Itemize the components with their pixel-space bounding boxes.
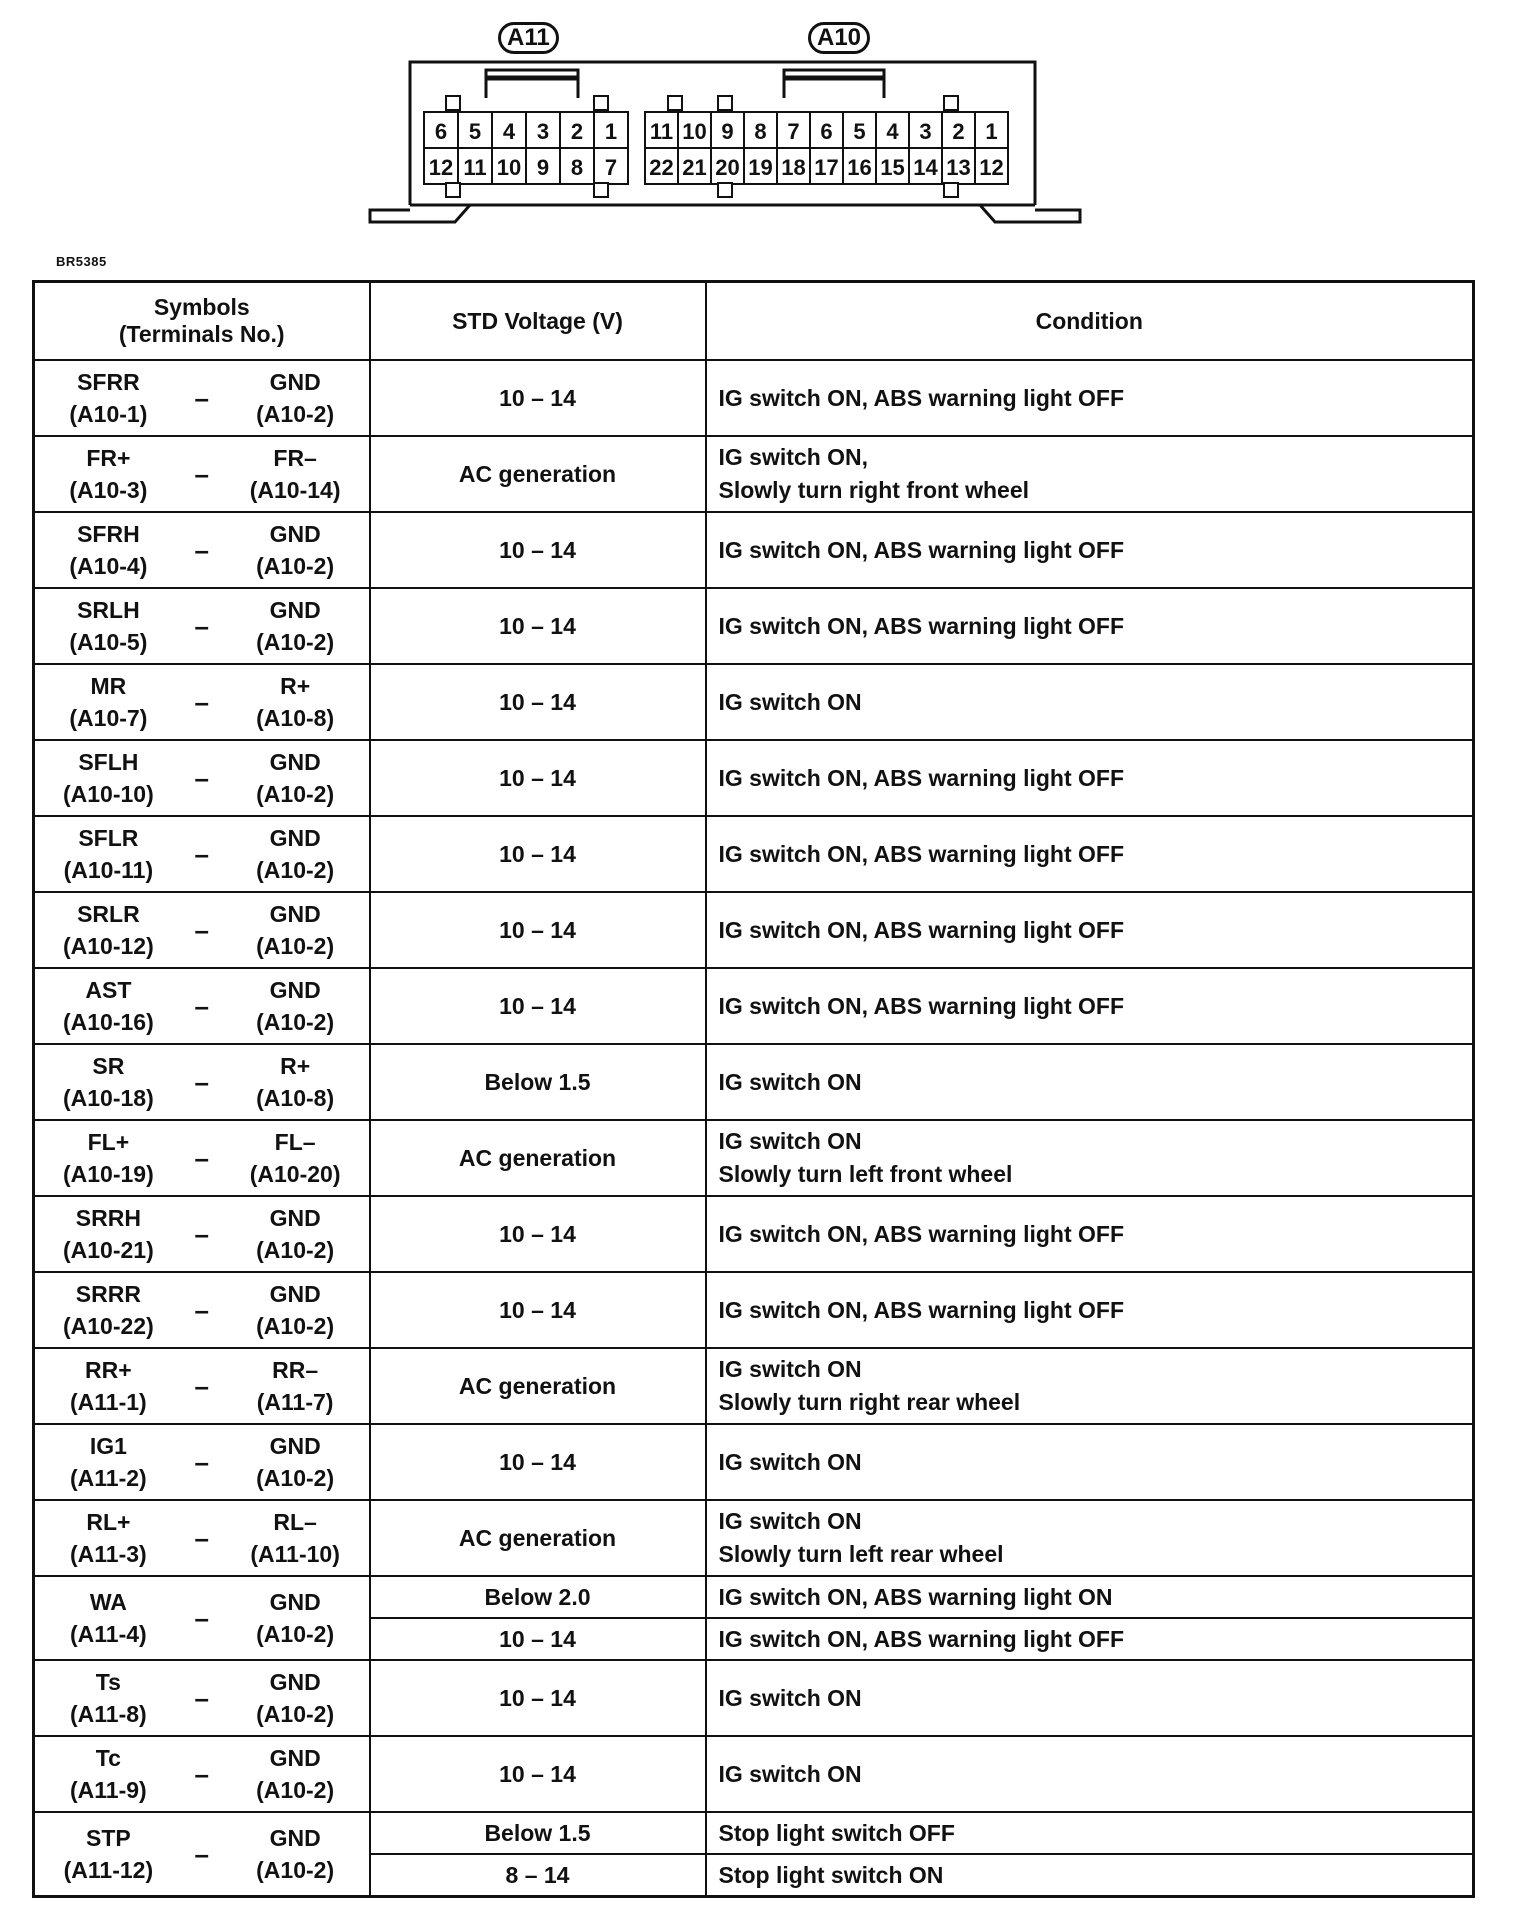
terminal-a	[35, 1506, 182, 1570]
condition-line: IG switch ON	[718, 1508, 862, 1534]
std-voltage-cell: 10 – 14	[370, 664, 706, 740]
std-voltage-cell: 10 – 14	[370, 360, 706, 436]
terminal-b	[222, 366, 369, 430]
condition-line: IG switch ON, ABS warning light OFF	[718, 384, 1124, 411]
terminal-b-number: (A10-20)	[249, 1161, 341, 1187]
terminal-b	[222, 1278, 369, 1342]
std-voltage-cell: 10 – 14	[370, 588, 706, 664]
terminal-a-number: (A10-5)	[69, 629, 148, 655]
terminal-a-number: (A11-4)	[70, 1621, 147, 1647]
condition-cell	[706, 892, 1474, 968]
dash-separator: –	[194, 1838, 209, 1869]
a10-pin-number: 7	[787, 119, 800, 144]
condition-line: IG switch ON	[718, 1760, 862, 1787]
a10-pin-number: 11	[649, 119, 674, 144]
std-voltage-cell: Below 2.0	[370, 1576, 706, 1618]
a11-pin-number: 7	[604, 155, 618, 180]
condition-cell	[706, 968, 1474, 1044]
std-voltage-cell: AC generation	[370, 1500, 706, 1576]
terminal-b	[222, 822, 369, 886]
symbol-cell	[34, 588, 370, 664]
table-row	[34, 892, 1474, 968]
a10-pin-number: 2	[952, 119, 965, 144]
condition-line: IG switch ON, ABS warning light OFF	[718, 612, 1124, 639]
std-voltage-cell: 10 – 14	[370, 1618, 706, 1660]
condition-cell	[706, 1500, 1474, 1576]
connector-label-a10: A10	[808, 22, 870, 54]
dash-separator: –	[194, 990, 209, 1021]
condition-cell	[706, 740, 1474, 816]
terminal-a-number: (A10-3)	[69, 477, 148, 503]
terminal-a-symbol: SRLH	[77, 597, 140, 623]
condition-line: IG switch ON	[718, 1068, 862, 1095]
terminal-a-symbol: SFLH	[78, 749, 139, 775]
std-voltage-cell: 10 – 14	[370, 512, 706, 588]
a10-pin-number: 13	[946, 155, 971, 180]
terminal-a-symbol: STP	[86, 1825, 131, 1851]
std-voltage-cell: AC generation	[370, 1120, 706, 1196]
terminal-b-symbol: GND	[269, 1669, 321, 1695]
terminal-a	[35, 898, 182, 962]
terminal-a	[35, 1742, 182, 1806]
connector-key-bump	[718, 183, 732, 197]
a11-pin-number: 3	[536, 119, 550, 144]
terminal-a	[35, 974, 182, 1038]
terminal-a-symbol: RR+	[85, 1357, 132, 1383]
figure-reference-code: BR5385	[56, 254, 107, 269]
terminal-b-symbol: FL–	[274, 1129, 316, 1155]
condition-line: IG switch ON, ABS warning light OFF	[718, 764, 1124, 791]
connector-label-a11: A11	[498, 22, 559, 54]
terminal-a-symbol: SRLR	[77, 901, 140, 927]
terminal-b	[222, 1822, 369, 1886]
a10-pin-number: 18	[781, 155, 806, 180]
a10-pin-number: 21	[682, 155, 707, 180]
terminal-b	[222, 1430, 369, 1494]
condition-line: IG switch ON	[718, 1684, 862, 1711]
terminal-b	[222, 746, 369, 810]
terminal-a-number: (A11-8)	[70, 1701, 147, 1727]
symbol-cell	[34, 740, 370, 816]
dash-separator: –	[194, 1218, 209, 1249]
symbol-cell	[34, 1196, 370, 1272]
terminal-b-number: (A10-2)	[256, 781, 335, 807]
terminal-a	[35, 1586, 182, 1650]
dash-separator: –	[194, 458, 209, 489]
terminal-a-symbol: IG1	[89, 1433, 127, 1459]
terminal-b-number: (A10-8)	[256, 705, 335, 731]
terminal-b	[222, 518, 369, 582]
condition-cell	[706, 1196, 1474, 1272]
condition-cell	[706, 1424, 1474, 1500]
std-voltage-cell: 10 – 14	[370, 892, 706, 968]
connector-key-bump	[594, 96, 608, 110]
terminal-a	[35, 1126, 182, 1190]
table-row	[34, 968, 1474, 1044]
terminal-a	[35, 670, 182, 734]
terminal-a-symbol: FR+	[86, 445, 131, 471]
terminal-b-number: (A10-2)	[256, 857, 335, 883]
terminal-b-number: (A10-2)	[256, 1701, 335, 1727]
terminal-a-number: (A11-9)	[70, 1777, 147, 1803]
terminal-b-number: (A10-2)	[256, 933, 335, 959]
symbol-cell	[34, 1044, 370, 1120]
condition-line: IG switch ON, ABS warning light OFF	[718, 916, 1124, 943]
a10-pin-number: 8	[754, 119, 767, 144]
std-voltage-cell: 10 – 14	[370, 816, 706, 892]
terminal-b-number: (A10-14)	[249, 477, 341, 503]
condition-line: IG switch ON	[718, 1356, 862, 1382]
a11-pin-number: 2	[570, 119, 584, 144]
table-row	[34, 1272, 1474, 1348]
dash-separator: –	[194, 762, 209, 793]
connector-key-bump	[668, 96, 682, 110]
table-row	[34, 740, 1474, 816]
terminal-b-number: (A10-8)	[256, 1085, 335, 1111]
header-symbols: Symbols (Terminals No.)	[34, 282, 370, 361]
a11-pin-number: 6	[434, 119, 448, 144]
a10-pin-number: 6	[820, 119, 833, 144]
terminal-b-number: (A10-2)	[256, 1465, 335, 1491]
a10-pin-number: 14	[913, 155, 938, 180]
a10-pin-number: 17	[814, 155, 839, 180]
a11-pin-number: 1	[604, 119, 618, 144]
terminal-b-symbol: GND	[269, 1825, 321, 1851]
condition-cell	[706, 360, 1474, 436]
symbol-cell	[34, 816, 370, 892]
a10-pin-number: 3	[919, 119, 932, 144]
terminal-b	[222, 898, 369, 962]
connector-key-bump	[446, 96, 460, 110]
dash-separator: –	[194, 1294, 209, 1325]
terminal-a-number: (A10-18)	[62, 1085, 154, 1111]
terminal-a-symbol: SFLR	[78, 825, 139, 851]
std-voltage-cell: 10 – 14	[370, 1272, 706, 1348]
dash-separator: –	[194, 1142, 209, 1173]
symbol-cell	[34, 968, 370, 1044]
a11-pin-number: 11	[463, 155, 487, 180]
condition-cell	[706, 1660, 1474, 1736]
terminal-a	[35, 822, 182, 886]
terminal-b-symbol: R+	[280, 1053, 311, 1079]
terminal-b	[222, 594, 369, 658]
terminal-b	[222, 1586, 369, 1650]
condition-cell	[706, 1044, 1474, 1120]
symbol-cell	[34, 664, 370, 740]
connector-diagram	[0, 0, 1536, 260]
table-row	[34, 1736, 1474, 1812]
dash-separator: –	[194, 382, 209, 413]
symbol-cell	[34, 1660, 370, 1736]
std-voltage-cell: 10 – 14	[370, 1424, 706, 1500]
terminal-a-number: (A10-7)	[69, 705, 148, 731]
std-voltage-cell: 8 – 14	[370, 1854, 706, 1897]
terminal-b	[222, 1202, 369, 1266]
connector-key-bump	[944, 183, 958, 197]
terminal-b-number: (A10-2)	[256, 1857, 335, 1883]
terminal-a	[35, 1430, 182, 1494]
condition-cell	[706, 512, 1474, 588]
std-voltage-cell: Below 1.5	[370, 1812, 706, 1854]
symbol-cell	[34, 1812, 370, 1897]
connector-outline	[0, 0, 1536, 260]
dash-separator: –	[194, 1066, 209, 1097]
terminal-b-number: (A10-2)	[256, 629, 335, 655]
terminal-a	[35, 442, 182, 506]
symbol-cell	[34, 360, 370, 436]
terminal-a-symbol: Tc	[95, 1745, 121, 1771]
a10-pin-number: 9	[721, 119, 734, 144]
table-row	[34, 816, 1474, 892]
header-condition: Condition	[706, 282, 1474, 361]
terminal-b	[222, 1506, 369, 1570]
terminal-b-number: (A10-2)	[256, 401, 335, 427]
dash-separator: –	[194, 534, 209, 565]
table-row	[34, 1812, 1474, 1854]
a10-pin-number: 12	[979, 155, 1004, 180]
terminal-a	[35, 1666, 182, 1730]
condition-line: Slowly turn left front wheel	[718, 1161, 1013, 1187]
terminal-a-symbol: WA	[89, 1589, 127, 1615]
condition-cell	[706, 664, 1474, 740]
a10-pin-number: 19	[748, 155, 773, 180]
symbol-cell	[34, 1736, 370, 1812]
terminal-voltage-table	[32, 280, 1475, 1898]
table-row	[34, 360, 1474, 436]
symbol-cell	[34, 1348, 370, 1424]
terminal-a	[35, 1050, 182, 1114]
terminal-a-number: (A10-16)	[62, 1009, 154, 1035]
condition-line: IG switch ON, ABS warning light OFF	[718, 840, 1124, 867]
terminal-a	[35, 1202, 182, 1266]
condition-cell	[706, 1348, 1474, 1424]
condition-cell	[706, 436, 1474, 512]
terminal-a	[35, 746, 182, 810]
dash-separator: –	[194, 914, 209, 945]
a10-pin-number: 20	[715, 155, 740, 180]
dash-separator: –	[194, 1522, 209, 1553]
connector-key-bump	[446, 183, 460, 197]
terminal-b-symbol: R+	[280, 673, 311, 699]
terminal-b	[222, 670, 369, 734]
terminal-b-number: (A10-2)	[256, 1777, 335, 1803]
dash-separator: –	[194, 838, 209, 869]
symbol-cell	[34, 1424, 370, 1500]
symbol-cell	[34, 512, 370, 588]
terminal-b	[222, 1666, 369, 1730]
condition-cell	[706, 1120, 1474, 1196]
terminal-a-number: (A10-10)	[62, 781, 154, 807]
terminal-a	[35, 1822, 182, 1886]
std-voltage-cell: 10 – 14	[370, 740, 706, 816]
terminal-a-symbol: SRRH	[75, 1205, 141, 1231]
terminal-a-symbol: SR	[92, 1053, 125, 1079]
condition-line: IG switch ON	[718, 1128, 862, 1154]
symbol-cell	[34, 1500, 370, 1576]
std-voltage-cell: Below 1.5	[370, 1044, 706, 1120]
terminal-a	[35, 594, 182, 658]
a11-pin-number: 12	[428, 155, 454, 180]
terminal-b-symbol: RR–	[272, 1357, 319, 1383]
terminal-a-number: (A10-4)	[69, 553, 148, 579]
terminal-b-symbol: GND	[269, 1433, 321, 1459]
condition-cell	[706, 1272, 1474, 1348]
terminal-a-number: (A10-19)	[62, 1161, 154, 1187]
condition-cell: Stop light switch ON	[706, 1854, 1474, 1897]
connector-key-bump	[718, 96, 732, 110]
terminal-a-number: (A11-12)	[63, 1857, 154, 1883]
table-row	[34, 1120, 1474, 1196]
condition-line: IG switch ON, ABS warning light OFF	[718, 992, 1124, 1019]
terminal-b	[222, 974, 369, 1038]
condition-cell: IG switch ON, ABS warning light ON	[706, 1576, 1474, 1618]
a10-pin-number: 10	[682, 119, 707, 144]
terminal-a-symbol: MR	[90, 673, 127, 699]
terminal-a-number: (A10-22)	[62, 1313, 154, 1339]
table-row	[34, 1044, 1474, 1120]
dash-separator: –	[194, 1446, 209, 1477]
table-row	[34, 1348, 1474, 1424]
symbol-cell	[34, 1576, 370, 1660]
terminal-b	[222, 442, 369, 506]
condition-line: Slowly turn right rear wheel	[718, 1389, 1021, 1415]
terminal-a	[35, 366, 182, 430]
terminal-a-symbol: AST	[85, 977, 132, 1003]
terminal-b-number: (A10-2)	[256, 1621, 335, 1647]
condition-cell: Stop light switch OFF	[706, 1812, 1474, 1854]
condition-line: Slowly turn left rear wheel	[718, 1541, 1004, 1567]
std-voltage-cell: 10 – 14	[370, 1196, 706, 1272]
terminal-b-symbol: GND	[269, 825, 321, 851]
a10-pin-number: 16	[847, 155, 872, 180]
condition-cell	[706, 588, 1474, 664]
symbol-cell	[34, 1120, 370, 1196]
terminal-a-number: (A10-12)	[62, 933, 154, 959]
dash-separator: –	[194, 1758, 209, 1789]
terminal-b-symbol: GND	[269, 977, 321, 1003]
symbol-cell	[34, 436, 370, 512]
terminal-a-number: (A11-1)	[70, 1389, 147, 1415]
terminal-b-symbol: GND	[269, 749, 321, 775]
table-row	[34, 1424, 1474, 1500]
terminal-b-symbol: GND	[269, 1589, 321, 1615]
dash-separator: –	[194, 610, 209, 641]
a10-pin-number: 5	[853, 119, 866, 144]
terminal-a-number: (A11-2)	[70, 1465, 147, 1491]
connector-key-bump	[944, 96, 958, 110]
a10-pin-number: 22	[649, 155, 674, 180]
terminal-b-symbol: GND	[269, 597, 321, 623]
table-row	[34, 588, 1474, 664]
terminal-b	[222, 1354, 369, 1418]
condition-line: IG switch ON, ABS warning light OFF	[718, 536, 1124, 563]
condition-cell: IG switch ON, ABS warning light OFF	[706, 1618, 1474, 1660]
terminal-b-number: (A10-2)	[256, 1009, 335, 1035]
table-row	[34, 436, 1474, 512]
a10-pin-number: 4	[886, 119, 899, 144]
terminal-a-symbol: SFRH	[77, 521, 140, 547]
terminal-b-number: (A11-10)	[250, 1541, 340, 1567]
a11-pin-number: 10	[496, 155, 522, 180]
condition-line: IG switch ON, ABS warning light OFF	[718, 1220, 1124, 1247]
terminal-a-symbol: FL+	[87, 1129, 130, 1155]
a11-pin-number: 8	[570, 155, 584, 180]
condition-line: IG switch ON	[718, 1448, 862, 1475]
terminal-b	[222, 1126, 369, 1190]
terminal-a-symbol: SFRR	[77, 369, 140, 395]
terminal-b-number: (A10-2)	[256, 1237, 335, 1263]
dash-separator: –	[194, 1602, 209, 1633]
dash-separator: –	[194, 686, 209, 717]
terminal-a-number: (A10-1)	[69, 401, 148, 427]
a11-pin-number: 9	[536, 155, 550, 180]
std-voltage-cell: AC generation	[370, 1348, 706, 1424]
terminal-b-symbol: RL–	[273, 1509, 317, 1535]
table-row	[34, 1576, 1474, 1618]
condition-line: IG switch ON,	[718, 444, 869, 470]
table-row	[34, 664, 1474, 740]
a11-pin-number: 4	[502, 119, 516, 144]
terminal-a	[35, 1278, 182, 1342]
a11-pin-number: 5	[468, 119, 482, 144]
terminal-b	[222, 1050, 369, 1114]
terminal-b-symbol: GND	[269, 521, 321, 547]
terminal-a	[35, 518, 182, 582]
dash-separator: –	[194, 1682, 209, 1713]
terminal-b-symbol: GND	[269, 369, 321, 395]
terminal-a-symbol: SRRR	[75, 1281, 141, 1307]
a10-pin-number: 1	[985, 119, 998, 144]
condition-cell	[706, 816, 1474, 892]
terminal-b-symbol: GND	[269, 901, 321, 927]
condition-line: Slowly turn right front wheel	[718, 477, 1029, 503]
a10-pin-number: 15	[880, 155, 905, 180]
condition-line: IG switch ON, ABS warning light OFF	[718, 1296, 1124, 1323]
terminal-b-symbol: GND	[269, 1745, 321, 1771]
terminal-b-number: (A10-2)	[256, 1313, 335, 1339]
terminal-a	[35, 1354, 182, 1418]
std-voltage-cell: 10 – 14	[370, 1736, 706, 1812]
terminal-a-symbol: Ts	[95, 1669, 121, 1695]
terminal-a-number: (A10-21)	[62, 1237, 154, 1263]
table-header-row	[34, 282, 1474, 361]
terminal-a-symbol: RL+	[86, 1509, 131, 1535]
terminal-a-number: (A11-3)	[70, 1541, 147, 1567]
symbol-cell	[34, 1272, 370, 1348]
header-std-voltage: STD Voltage (V)	[370, 282, 706, 361]
condition-line: IG switch ON	[718, 688, 862, 715]
table-row	[34, 1660, 1474, 1736]
terminal-b-number: (A10-2)	[256, 553, 335, 579]
condition-cell	[706, 1736, 1474, 1812]
terminal-b-symbol: GND	[269, 1281, 321, 1307]
table-row	[34, 512, 1474, 588]
std-voltage-cell: 10 – 14	[370, 968, 706, 1044]
table-row	[34, 1196, 1474, 1272]
std-voltage-cell: 10 – 14	[370, 1660, 706, 1736]
connector-key-bump	[594, 183, 608, 197]
std-voltage-cell: AC generation	[370, 436, 706, 512]
terminal-b	[222, 1742, 369, 1806]
symbol-cell	[34, 892, 370, 968]
terminal-b-symbol: GND	[269, 1205, 321, 1231]
terminal-b-number: (A11-7)	[256, 1389, 334, 1415]
terminal-b-symbol: FR–	[273, 445, 317, 471]
dash-separator: –	[194, 1370, 209, 1401]
terminal-a-number: (A10-11)	[63, 857, 154, 883]
table-row	[34, 1500, 1474, 1576]
